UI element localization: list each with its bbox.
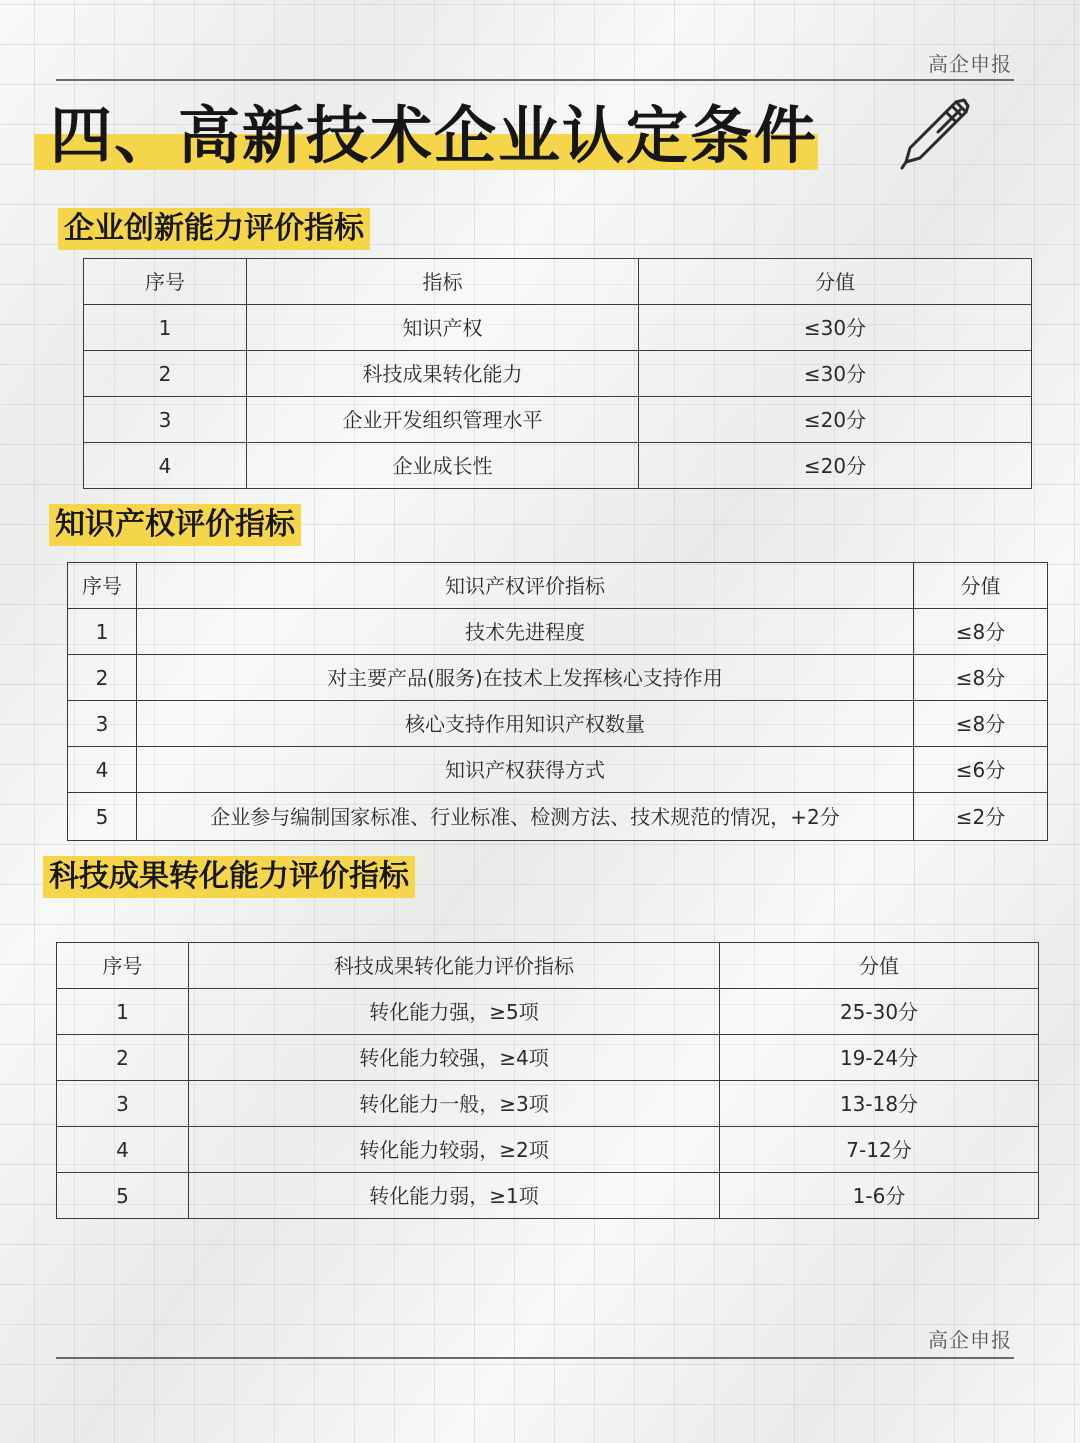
cell-indicator: 核心支持作用知识产权数量	[137, 701, 914, 747]
header-cell-score: 分值	[914, 563, 1048, 609]
table-row	[68, 655, 1048, 701]
section-title-transformation: 科技成果转化能力评价指标	[43, 856, 415, 898]
table-header-row	[84, 259, 1032, 305]
cell-indicator: 企业成长性	[247, 443, 639, 489]
cell-index: 3	[57, 1081, 189, 1127]
cell-index: 3	[84, 397, 247, 443]
header-cell-score: 分值	[639, 259, 1032, 305]
header-cell-indicator: 指标	[247, 259, 639, 305]
cell-index: 2	[57, 1035, 189, 1081]
cell-index: 1	[68, 609, 137, 655]
header-cell-index: 序号	[57, 943, 189, 989]
header-cell-index: 序号	[84, 259, 247, 305]
header-cell-indicator: 科技成果转化能力评价指标	[189, 943, 720, 989]
cell-indicator: 对主要产品(服务)在技术上发挥核心支持作用	[137, 655, 914, 701]
cell-indicator: 转化能力较强，≥4项	[189, 1035, 720, 1081]
cell-score: ≤6分	[914, 747, 1048, 793]
table-row	[68, 793, 1048, 841]
table-row	[57, 1035, 1039, 1081]
cell-score: 13-18分	[720, 1081, 1039, 1127]
table-row	[68, 747, 1048, 793]
innovation-index-table	[83, 258, 1032, 489]
cell-indicator: 企业开发组织管理水平	[247, 397, 639, 443]
cell-indicator: 知识产权获得方式	[137, 747, 914, 793]
table-header-row	[68, 563, 1048, 609]
cell-index: 4	[57, 1127, 189, 1173]
cell-index: 2	[84, 351, 247, 397]
brand-label-top: 高企申报	[928, 52, 1012, 76]
cell-index: 1	[57, 989, 189, 1035]
section-title-ip: 知识产权评价指标	[49, 504, 301, 546]
cell-score: ≤2分	[914, 793, 1048, 841]
cell-score: ≤20分	[639, 443, 1032, 489]
cell-index: 5	[68, 793, 137, 841]
cell-score: ≤30分	[639, 305, 1032, 351]
cell-score: 7-12分	[720, 1127, 1039, 1173]
pen-icon	[894, 96, 974, 172]
cell-score: ≤8分	[914, 609, 1048, 655]
cell-score: 25-30分	[720, 989, 1039, 1035]
table-row	[84, 397, 1032, 443]
table-row	[84, 351, 1032, 397]
page-title: 四、高新技术企业认定条件	[50, 99, 819, 172]
table-row	[84, 443, 1032, 489]
cell-score: 19-24分	[720, 1035, 1039, 1081]
table-row	[84, 305, 1032, 351]
footer-divider	[56, 1357, 1014, 1359]
cell-indicator: 转化能力一般，≥3项	[189, 1081, 720, 1127]
header-cell-indicator: 知识产权评价指标	[137, 563, 914, 609]
cell-indicator: 转化能力弱，≥1项	[189, 1173, 720, 1219]
brand-label-bottom: 高企申报	[928, 1328, 1012, 1352]
cell-score: ≤8分	[914, 655, 1048, 701]
cell-score: ≤20分	[639, 397, 1032, 443]
cell-indicator: 知识产权	[247, 305, 639, 351]
ip-index-table	[67, 562, 1048, 841]
table-row	[68, 609, 1048, 655]
table-row	[57, 989, 1039, 1035]
header-cell-index: 序号	[68, 563, 137, 609]
cell-index: 2	[68, 655, 137, 701]
header-divider	[56, 79, 1014, 81]
transformation-index-table	[56, 942, 1039, 1219]
table-row	[68, 701, 1048, 747]
table-row	[57, 1173, 1039, 1219]
cell-indicator: 企业参与编制国家标准、行业标准、检测方法、技术规范的情况，+2分	[137, 793, 914, 841]
cell-score: ≤30分	[639, 351, 1032, 397]
cell-indicator: 科技成果转化能力	[247, 351, 639, 397]
cell-indicator: 技术先进程度	[137, 609, 914, 655]
main-title-block	[34, 96, 818, 176]
table-header-row	[57, 943, 1039, 989]
cell-index: 1	[84, 305, 247, 351]
cell-indicator: 转化能力强，≥5项	[189, 989, 720, 1035]
table-row	[57, 1127, 1039, 1173]
cell-index: 4	[84, 443, 247, 489]
section-title-innovation: 企业创新能力评价指标	[58, 208, 370, 250]
cell-index: 5	[57, 1173, 189, 1219]
cell-index: 3	[68, 701, 137, 747]
cell-score: ≤8分	[914, 701, 1048, 747]
table-row	[57, 1081, 1039, 1127]
cell-score: 1-6分	[720, 1173, 1039, 1219]
cell-indicator: 转化能力较弱，≥2项	[189, 1127, 720, 1173]
header-cell-score: 分值	[720, 943, 1039, 989]
cell-index: 4	[68, 747, 137, 793]
